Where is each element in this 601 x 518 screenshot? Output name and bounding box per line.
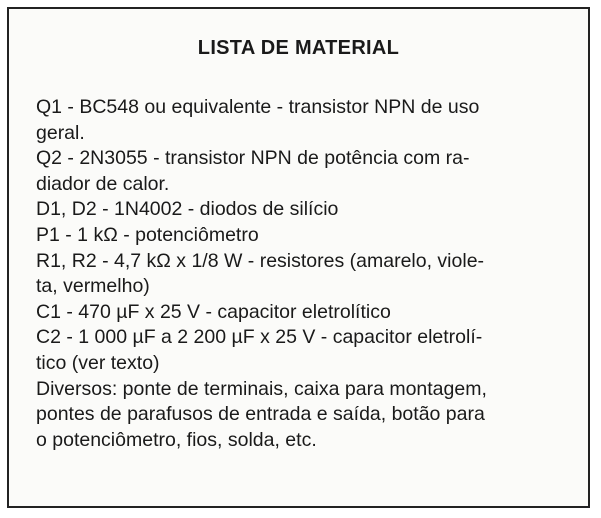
list-item-line: R1, R2 - 4,7 kΩ x 1/8 W - resistores (amarelo, viole- [36,249,485,272]
list-item-q1 [36,95,568,146]
list-item-c1 [36,300,568,326]
material-list-box [7,7,590,508]
list-item-diversos [36,377,568,454]
list-item-line: P1 - 1 kΩ - potenciômetro [36,223,259,246]
list-item-d1-d2 [36,197,568,223]
list-item-line: geral. [36,121,85,144]
list-item-line: C2 - 1 000 µF a 2 200 µF x 25 V - capacitor eletrolí- [36,326,483,349]
material-items [36,95,568,453]
list-item-c2 [36,325,568,376]
list-item-line: pontes de parafusos de entrada e saída, botão para [36,403,485,426]
list-item-line: Diversos: ponte de terminais, caixa para montagem, [36,377,487,400]
list-item-line: diador de calor. [36,172,170,195]
list-item-p1 [36,223,568,249]
list-item-line: ta, vermelho) [36,275,150,298]
list-item-line: C1 - 470 µF x 25 V - capacitor eletrolítico [36,300,391,323]
list-item-line: D1, D2 - 1N4002 - diodos de silício [36,198,339,221]
list-title: LISTA DE MATERIAL [197,37,400,59]
list-item-q2 [36,146,568,197]
list-item-r1-r2 [36,249,568,300]
list-item-line: tico (ver texto) [36,351,160,374]
list-item-line: Q2 - 2N3055 - transistor NPN de potência com ra- [36,147,470,170]
list-item-line: Q1 - BC548 ou equivalente - transistor NPN de uso [36,96,480,118]
list-item-line: o potenciômetro, fios, solda, etc. [36,428,317,451]
